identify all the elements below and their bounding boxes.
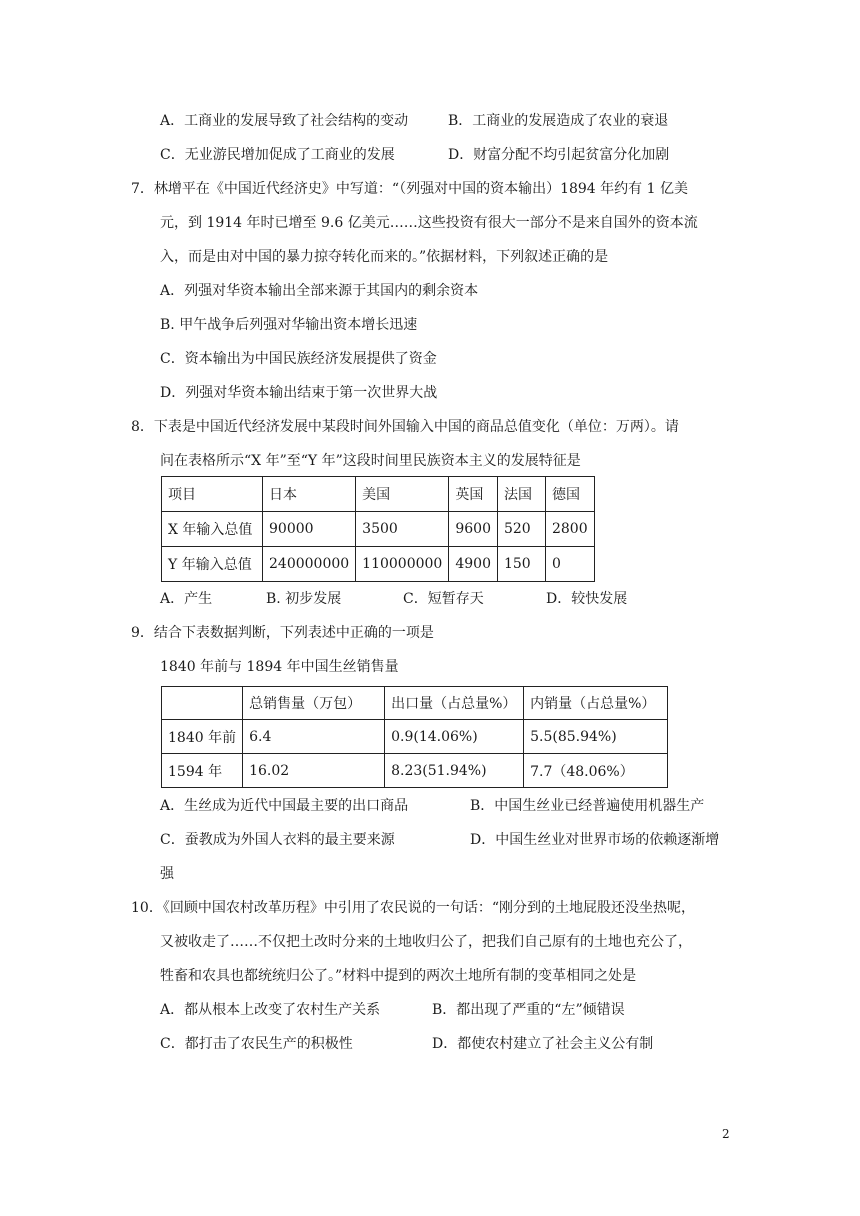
q7-stem-line-3: 入，而是由对中国的暴力掠夺转化而来的。”依据材料，下列叙述正确的是 [160, 249, 609, 265]
q10-stem-line-1: 10．《回顾中国农村改革历程》中引用了农民说的一句话：“刚分到的土地屁股还没坐热呢， [131, 900, 695, 916]
table-header-cell: 日本 [263, 477, 356, 512]
q7-option-a: A．列强对华资本输出全部来源于其国内的剩余资本 [160, 283, 479, 299]
table-header-cell: 总销售量（万包） [243, 687, 385, 720]
table-header-row [162, 687, 668, 720]
table-cell: 6.4 [243, 720, 385, 754]
table-cell: 1840 年前 [162, 720, 243, 754]
table-header-cell: 出口量（占总量%） [385, 687, 524, 720]
table-row [162, 754, 668, 788]
table-row [162, 720, 668, 754]
table-cell: 240000000 [263, 547, 356, 582]
table-cell: 7.7（48.06%） [524, 754, 668, 788]
table-cell: 110000000 [356, 547, 449, 582]
q9-option-d-wrap: 强 [160, 866, 174, 882]
table-header-cell: 项目 [162, 477, 263, 512]
q9-option-b: B．中国生丝业已经普遍使用机器生产 [470, 798, 705, 814]
q7-option-b: B. 甲午战争后列强对华输出资本增长迅速 [160, 317, 418, 333]
q8-option-b: B. 初步发展 [266, 591, 342, 607]
table-header-cell: 英国 [449, 477, 498, 512]
q10-option-b: B．都出现了严重的“左”倾错误 [432, 1002, 625, 1018]
table-header-cell: 德国 [545, 477, 594, 512]
q10-stem-line-3: 牲畜和农具也都统统归公了。”材料中提到的两次土地所有制的变革相同之处是 [160, 968, 637, 984]
q8-stem-line-1: 8．下表是中国近代经济发展中某段时间外国输入中国的商品总值变化（单位：万两）。请 [131, 419, 679, 435]
table-cell: 3500 [356, 512, 449, 547]
table-cell: 520 [497, 512, 545, 547]
q6-option-d: D．财富分配不均引起贫富分化加剧 [448, 147, 670, 163]
table-cell: 16.02 [243, 754, 385, 788]
table-cell: 0.9(14.06%) [385, 720, 524, 754]
q8-option-a: A．产生 [160, 591, 213, 607]
table-cell: 0 [545, 547, 594, 582]
q9-table-title: 1840 年前与 1894 年中国生丝销售量 [160, 659, 399, 675]
table-row [162, 512, 595, 547]
table-header-cell: 法国 [497, 477, 545, 512]
q7-stem-line-1: 7．林增平在《中国近代经济史》中写道：“（列强对中国的资本输出）1894 年约有 1 亿美 [131, 181, 688, 197]
q8-option-c: C．短暂存天 [403, 591, 484, 607]
table-cell: 1594 年 [162, 754, 243, 788]
q6-option-c: C．无业游民增加促成了工商业的发展 [160, 147, 395, 163]
q10-option-c: C．都打击了农民生产的积极性 [160, 1036, 353, 1052]
table-header-cell: 美国 [356, 477, 449, 512]
q9-stem: 9．结合下表数据判断，下列表述中正确的一项是 [131, 625, 434, 641]
q8-stem-line-2: 问在表格所示“X 年”至“Y 年”这段时间里民族资本主义的发展特征是 [160, 453, 581, 469]
q7-option-d: D．列强对华资本输出结束于第一次世界大战 [160, 385, 438, 401]
q7-option-c: C．资本输出为中国民族经济发展提供了资金 [160, 351, 437, 367]
q9-option-a: A．生丝成为近代中国最主要的出口商品 [160, 798, 409, 814]
q9-table [161, 686, 668, 788]
table-cell: 8.23(51.94%) [385, 754, 524, 788]
table-header-row [162, 477, 595, 512]
table-cell: 2800 [545, 512, 594, 547]
table-row [162, 547, 595, 582]
q10-option-d: D．都使农村建立了社会主义公有制 [432, 1036, 654, 1052]
table-cell: 5.5(85.94%) [524, 720, 668, 754]
table-cell: 90000 [263, 512, 356, 547]
q9-option-c: C．蚕教成为外国人衣料的最主要来源 [160, 832, 395, 848]
q8-table [161, 476, 595, 582]
table-header-cell [162, 687, 243, 720]
table-cell: Y 年输入总值 [162, 547, 263, 582]
table-cell: X 年输入总值 [162, 512, 263, 547]
table-cell: 4900 [449, 547, 498, 582]
q8-option-d: D．较快发展 [546, 591, 628, 607]
table-cell: 9600 [449, 512, 498, 547]
q6-option-a: A．工商业的发展导致了社会结构的变动 [160, 113, 409, 129]
table-header-cell: 内销量（占总量%） [524, 687, 668, 720]
q10-option-a: A．都从根本上改变了农村生产关系 [160, 1002, 381, 1018]
q10-stem-line-2: 又被收走了……不仅把土改时分来的土地收归公了，把我们自己原有的土地也充公了， [160, 934, 692, 950]
q7-stem-line-2: 元，到 1914 年时已增至 9.6 亿美元……这些投资有很大一部分不是来自国外的资本流 [160, 215, 698, 231]
table-cell: 150 [497, 547, 545, 582]
q9-option-d: D．中国生丝业对世界市场的依赖逐渐增 [470, 832, 720, 848]
q6-option-b: B．工商业的发展造成了农业的衰退 [448, 113, 669, 129]
page-number: 2 [722, 1127, 730, 1141]
